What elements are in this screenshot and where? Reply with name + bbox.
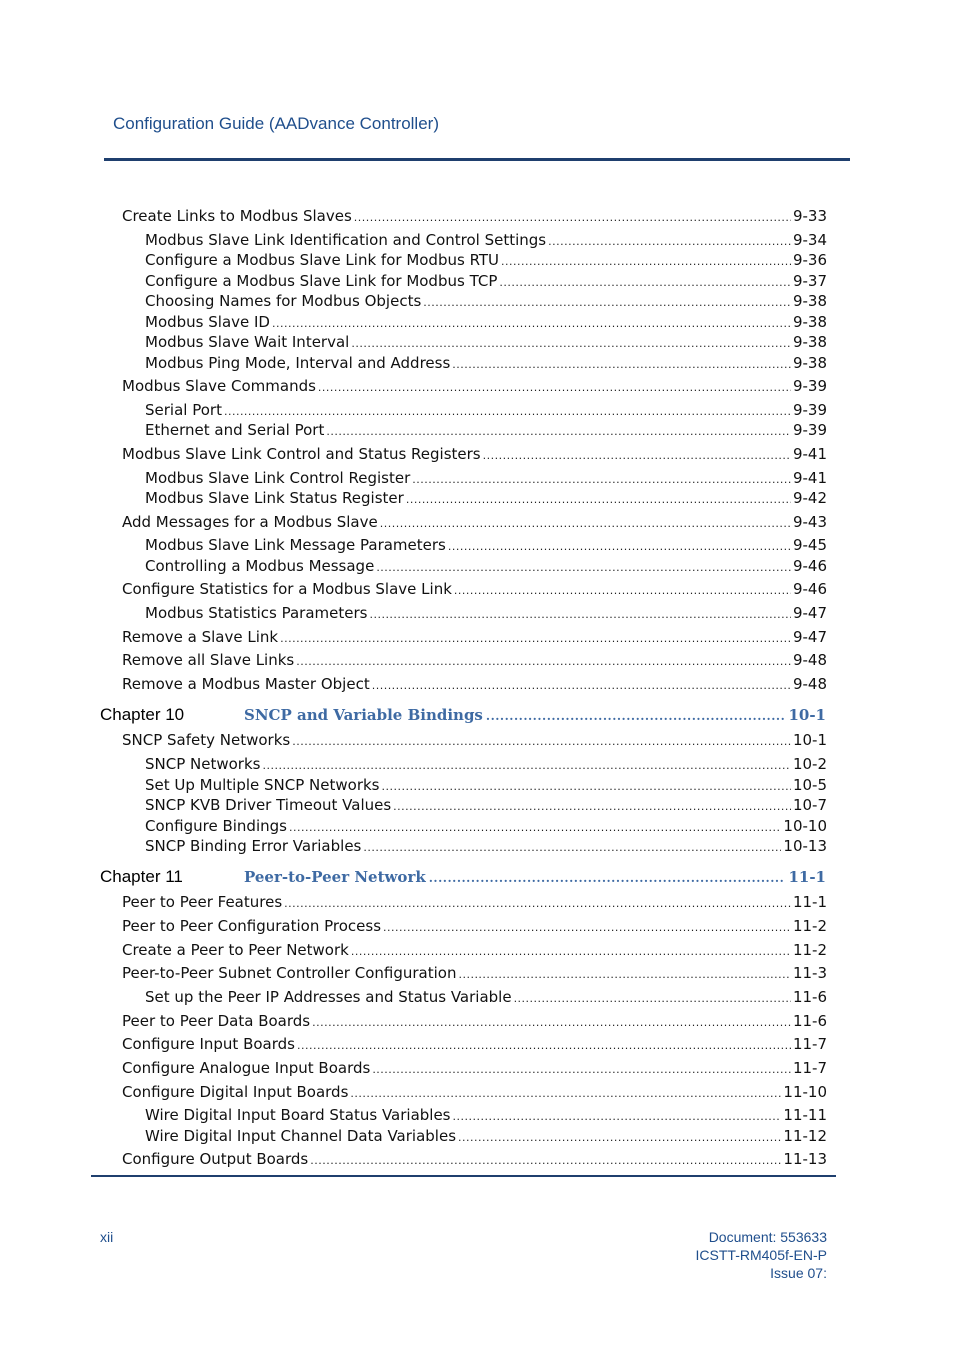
dot-leader <box>297 1036 791 1056</box>
dot-leader <box>369 605 791 625</box>
toc-entry-title: Modbus Slave Wait Interval <box>145 333 350 351</box>
toc-subentry[interactable] <box>145 353 827 373</box>
toc-entry-page: 10-7 <box>792 796 827 814</box>
toc-entry-page: 9-41 <box>792 445 827 463</box>
toc-entry-page: 9-34 <box>792 231 827 249</box>
toc-subentry[interactable] <box>145 488 827 508</box>
toc-subentry[interactable] <box>145 795 827 815</box>
toc-entry-title: Wire Digital Input Channel Data Variables <box>145 1127 457 1145</box>
dot-leader <box>453 1107 782 1127</box>
toc-subentry[interactable] <box>145 775 827 795</box>
toc-entry-title: Modbus Slave Link Control Register <box>145 469 411 487</box>
toc-entry-title: Ethernet and Serial Port <box>145 421 325 439</box>
toc-entry-title: Configure a Modbus Slave Link for Modbus RTU <box>145 251 500 269</box>
toc-entry-page: 11-13 <box>783 1150 827 1168</box>
running-header-title: Configuration Guide (AADvance Controller) <box>113 114 439 133</box>
toc-subentry[interactable] <box>145 816 827 836</box>
toc-entry-page: 9-46 <box>792 557 827 575</box>
dot-leader <box>458 965 791 985</box>
toc-entry-title: Set up the Peer IP Addresses and Status Variable <box>145 988 512 1006</box>
toc-entry-title: Configure Input Boards <box>122 1035 295 1053</box>
toc-entry-title: Configure Statistics for a Modbus Slave Link <box>122 580 452 598</box>
dot-leader <box>501 252 791 272</box>
header-rule <box>104 158 850 161</box>
toc-entry-title: SNCP Safety Networks <box>122 731 291 749</box>
dot-leader <box>284 894 791 914</box>
dot-leader <box>326 422 791 442</box>
toc-entry-page: 11-6 <box>792 988 827 1006</box>
chapter-title: SNCP and Variable Bindings <box>244 706 483 724</box>
toc-entry[interactable] <box>122 1034 827 1054</box>
toc-entry[interactable] <box>122 376 827 396</box>
toc-entry-page: 9-36 <box>792 251 827 269</box>
toc-entry-title: Add Messages for a Modbus Slave <box>122 513 378 531</box>
dot-leader <box>351 942 791 962</box>
chapter-page: 11-1 <box>788 868 826 886</box>
toc-subentry[interactable] <box>145 535 827 555</box>
toc-entry-page: 11-2 <box>792 917 827 935</box>
dot-leader <box>454 581 791 601</box>
toc-subentry[interactable] <box>145 1126 827 1146</box>
toc-entry-page: 9-38 <box>792 354 827 372</box>
chapter-page: 10-1 <box>788 706 826 724</box>
toc-entry-page: 9-46 <box>792 580 827 598</box>
dot-leader <box>548 232 791 252</box>
toc-subentry[interactable] <box>145 1105 827 1125</box>
toc-entry[interactable] <box>122 206 827 226</box>
toc-entry-page: 11-7 <box>792 1059 827 1077</box>
toc-entry-title: Modbus Slave Link Status Register <box>145 489 404 507</box>
toc-entry-page: 9-37 <box>792 272 827 290</box>
dot-leader <box>372 676 791 696</box>
toc-entry[interactable] <box>122 730 827 750</box>
document-info <box>696 1228 827 1282</box>
dot-leader <box>393 797 791 817</box>
toc-entry[interactable] <box>122 444 827 464</box>
toc-entry-title: Peer to Peer Configuration Process <box>122 917 382 935</box>
page-number: xii <box>100 1229 114 1245</box>
toc-subentry[interactable] <box>145 468 827 488</box>
dot-leader <box>376 558 791 578</box>
document-number: Document: 553633 <box>708 1229 827 1245</box>
toc-entry[interactable] <box>122 650 827 670</box>
toc-entry[interactable] <box>122 1149 827 1169</box>
dot-leader <box>363 838 781 858</box>
dot-leader <box>486 705 786 727</box>
dot-leader <box>318 378 791 398</box>
toc-subentry[interactable] <box>145 230 827 250</box>
dot-leader <box>280 629 791 649</box>
toc-entry-page: 9-39 <box>792 377 827 395</box>
toc-entry-title: Configure Bindings <box>145 817 287 835</box>
toc-entry-title: Peer-to-Peer Subnet Controller Configuration <box>122 964 457 982</box>
toc-entry-page: 11-6 <box>792 1012 827 1030</box>
toc-entry-title: SNCP Binding Error Variables <box>145 837 362 855</box>
toc-entry-title: Remove all Slave Links <box>122 651 295 669</box>
toc-entry[interactable] <box>122 627 827 647</box>
toc-entry-page: 11-10 <box>783 1083 827 1101</box>
dot-leader <box>312 1013 791 1033</box>
toc-entry[interactable] <box>122 579 827 599</box>
toc-subentry[interactable] <box>145 836 827 856</box>
toc-subentry[interactable] <box>145 250 827 270</box>
toc-entry[interactable] <box>122 674 827 694</box>
chapter-11-entry[interactable] <box>244 866 826 888</box>
toc-subentry[interactable] <box>145 271 827 291</box>
dot-leader <box>262 756 790 776</box>
toc-entry-title: Modbus Slave Link Identification and Control Settings <box>145 231 547 249</box>
toc-entry-page: 11-12 <box>783 1127 827 1145</box>
toc-subentry[interactable] <box>145 312 827 332</box>
toc-entry-page: 9-43 <box>792 513 827 531</box>
chapter-10-label: Chapter 10 <box>100 705 185 724</box>
toc-subentry[interactable] <box>145 754 827 774</box>
toc-entry-page: 11-2 <box>792 941 827 959</box>
toc-entry-title: Modbus Slave ID <box>145 313 270 331</box>
toc-entry[interactable] <box>122 916 827 936</box>
toc-entry-title: Modbus Slave Link Control and Status Registers <box>122 445 481 463</box>
toc-entry-page: 9-48 <box>792 675 827 693</box>
toc-entry-page: 9-39 <box>792 421 827 439</box>
dot-leader <box>406 490 791 510</box>
toc-entry-page: 10-10 <box>783 817 827 835</box>
chapter-11-label: Chapter 11 <box>100 867 183 886</box>
toc-entry-title: Configure a Modbus Slave Link for Modbus TCP <box>145 272 498 290</box>
toc-entry-title: Modbus Slave Commands <box>122 377 316 395</box>
dot-leader <box>423 293 791 313</box>
dot-leader <box>382 777 791 797</box>
toc-entry-title: Peer to Peer Data Boards <box>122 1012 311 1030</box>
dot-leader <box>499 273 791 293</box>
toc-entry-title: SNCP KVB Driver Timeout Values <box>145 796 392 814</box>
toc-entry-title: Controlling a Modbus Message <box>145 557 375 575</box>
toc-entry-title: Peer to Peer Features <box>122 893 283 911</box>
dot-leader <box>296 652 791 672</box>
toc-entry-page: 11-1 <box>792 893 827 911</box>
toc-entry-page: 9-38 <box>792 333 827 351</box>
toc-entry-title: Configure Analogue Input Boards <box>122 1059 371 1077</box>
toc-entry[interactable] <box>122 512 827 532</box>
dot-leader <box>292 732 791 752</box>
dot-leader <box>483 446 791 466</box>
toc-entry[interactable] <box>122 1011 827 1031</box>
toc-entry-title: Configure Output Boards <box>122 1150 309 1168</box>
toc-subentry[interactable] <box>145 603 827 623</box>
toc-subentry[interactable] <box>145 556 827 576</box>
dot-leader <box>448 537 791 557</box>
toc-entry-page: 9-45 <box>792 536 827 554</box>
toc-entry-page: 11-7 <box>792 1035 827 1053</box>
dot-leader <box>289 818 781 838</box>
dot-leader <box>514 989 791 1009</box>
toc-entry-title: Choosing Names for Modbus Objects <box>145 292 422 310</box>
toc-subentry[interactable] <box>145 420 827 440</box>
toc-subentry[interactable] <box>145 291 827 311</box>
toc-entry-page: 9-48 <box>792 651 827 669</box>
toc-entry-title: Remove a Modbus Master Object <box>122 675 370 693</box>
toc-subentry[interactable] <box>145 332 827 352</box>
footer-rule <box>91 1175 836 1177</box>
toc-entry-title: Create a Peer to Peer Network <box>122 941 349 959</box>
toc-entry-title: Serial Port <box>145 401 222 419</box>
dot-leader <box>354 208 791 228</box>
chapter-title: Peer-to-Peer Network <box>244 868 426 886</box>
toc-entry-title: SNCP Networks <box>145 755 261 773</box>
document-code: ICSTT-RM405f-EN-P <box>695 1247 827 1263</box>
toc-entry-page: 10-2 <box>792 755 827 773</box>
dot-leader <box>272 314 791 334</box>
toc-entry-title: Create Links to Modbus Slaves <box>122 207 352 225</box>
toc-entry[interactable] <box>122 1058 827 1078</box>
toc-entry-page: 11-11 <box>783 1106 827 1124</box>
dot-leader <box>350 1084 781 1104</box>
toc-entry[interactable] <box>122 940 827 960</box>
dot-leader <box>351 334 791 354</box>
toc-entry-page: 10-13 <box>783 837 827 855</box>
dot-leader <box>452 355 791 375</box>
toc-subentry[interactable] <box>145 987 827 1007</box>
toc-entry[interactable] <box>122 892 827 912</box>
dot-leader <box>372 1060 791 1080</box>
toc-entry[interactable] <box>122 963 827 983</box>
toc-entry-title: Wire Digital Input Board Status Variables <box>145 1106 451 1124</box>
document-issue: Issue 07: <box>770 1265 827 1281</box>
dot-leader <box>310 1151 781 1171</box>
toc-subentry[interactable] <box>145 400 827 420</box>
chapter-10-entry[interactable] <box>244 704 826 726</box>
toc-entry-page: 9-33 <box>792 207 827 225</box>
toc-entry-title: Set Up Multiple SNCP Networks <box>145 776 380 794</box>
toc-entry-page: 9-38 <box>792 292 827 310</box>
toc-entry-page: 10-1 <box>792 731 827 749</box>
dot-leader <box>224 402 791 422</box>
toc-entry-title: Modbus Ping Mode, Interval and Address <box>145 354 451 372</box>
toc-entry-page: 9-39 <box>792 401 827 419</box>
dot-leader <box>458 1128 781 1148</box>
toc-entry-title: Modbus Statistics Parameters <box>145 604 368 622</box>
dot-leader <box>383 918 791 938</box>
toc-entry-page: 9-47 <box>792 604 827 622</box>
toc-entry-page: 11-3 <box>792 964 827 982</box>
dot-leader <box>380 514 791 534</box>
toc-entry-page: 9-38 <box>792 313 827 331</box>
toc-entry-page: 9-42 <box>792 489 827 507</box>
toc-entry-title: Modbus Slave Link Message Parameters <box>145 536 446 554</box>
toc-entry-page: 9-41 <box>792 469 827 487</box>
toc-entry-page: 10-5 <box>792 776 827 794</box>
toc-entry[interactable] <box>122 1082 827 1102</box>
toc-entry-title: Configure Digital Input Boards <box>122 1083 349 1101</box>
toc-entry-title: Remove a Slave Link <box>122 628 279 646</box>
dot-leader <box>429 867 786 889</box>
dot-leader <box>412 470 791 490</box>
toc-entry-page: 9-47 <box>792 628 827 646</box>
